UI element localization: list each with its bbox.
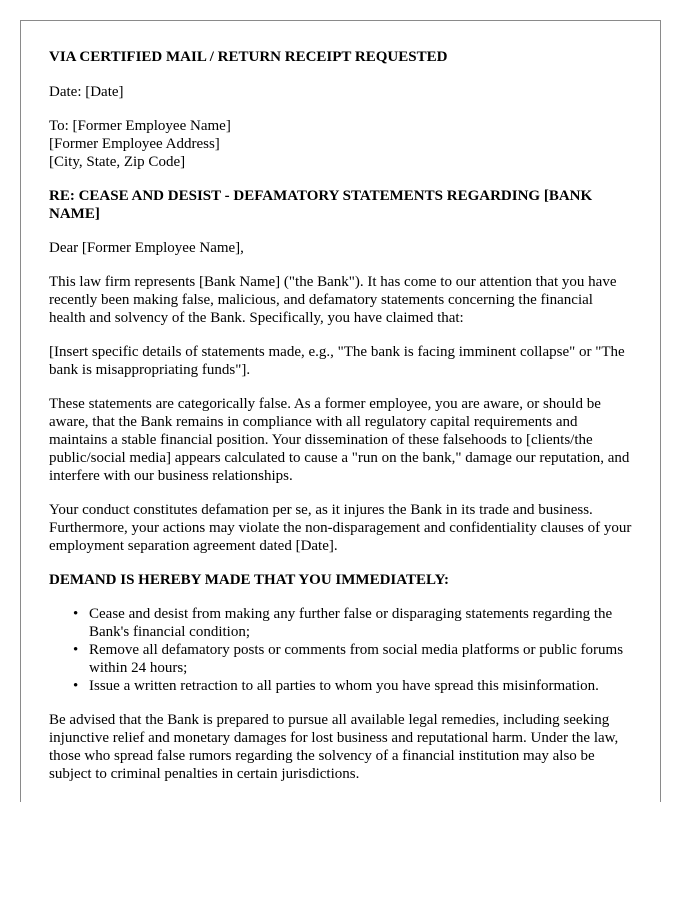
demand-heading: DEMAND IS HEREBY MADE THAT YOU IMMEDIATELY: [49, 572, 450, 588]
letter-page [20, 20, 661, 802]
salutation: Dear [Former Employee Name], [49, 240, 244, 256]
subject-heading: RE: CEASE AND DESIST - DEFAMATORY STATEMENTS REGARDING [BANK NAME] [49, 188, 593, 222]
demand-list [49, 605, 632, 695]
delivery-method-heading: VIA CERTIFIED MAIL / RETURN RECEIPT REQUESTED [49, 49, 448, 65]
demand-item: • Issue a written retraction to all parties to whom you have spread this misinformation. [89, 677, 632, 695]
recipient-block [49, 117, 632, 171]
false-statements-paragraph: These statements are categorically false. As a former employee, you are aware, or should be aware, that the Bank remains in compliance with all regulatory capital requirements and maintains a stable financial position. Your dissemination of these falsehoods to [clients/the public/social media] appears calculated to cause a "run on the bank," damage our reputation, and interfere with our business relationships. [49, 396, 630, 484]
conduct-paragraph: Your conduct constitutes defamation per se, as it injures the Bank in its trade and business. Furthermore, your actions may violate the non-disparagement and confidentiality clauses of your employment separation agreement dated [Date]. [49, 502, 632, 554]
recipient-name: To: [Former Employee Name] [49, 118, 231, 134]
demand-item: • Cease and desist from making any further false or disparaging statements regarding the Bank's financial condition; [89, 605, 632, 641]
statements-paragraph: [Insert specific details of statements made, e.g., "The bank is facing imminent collapse" or "The bank is misappropriating funds"]. [49, 344, 625, 378]
recipient-city: [City, State, Zip Code] [49, 154, 186, 170]
intro-paragraph: This law firm represents [Bank Name] ("the Bank"). It has come to our attention that you have recently been making false, malicious, and defamatory statements concerning the financial health and solvency of the Bank. Specifically, you have claimed that: [49, 274, 617, 326]
advised-paragraph: Be advised that the Bank is prepared to pursue all available legal remedies, including seeking injunctive relief and monetary damages for lost business and reputational harm. Under the law, those who spread false rumors regarding the solvency of a financial institution may also be subject to criminal penalties in certain jurisdictions. [49, 712, 619, 782]
date-line: Date: [Date] [49, 84, 124, 100]
demand-item: • Remove all defamatory posts or comments from social media platforms or public forums within 24 hours; [89, 641, 632, 677]
recipient-address: [Former Employee Address] [49, 136, 220, 152]
